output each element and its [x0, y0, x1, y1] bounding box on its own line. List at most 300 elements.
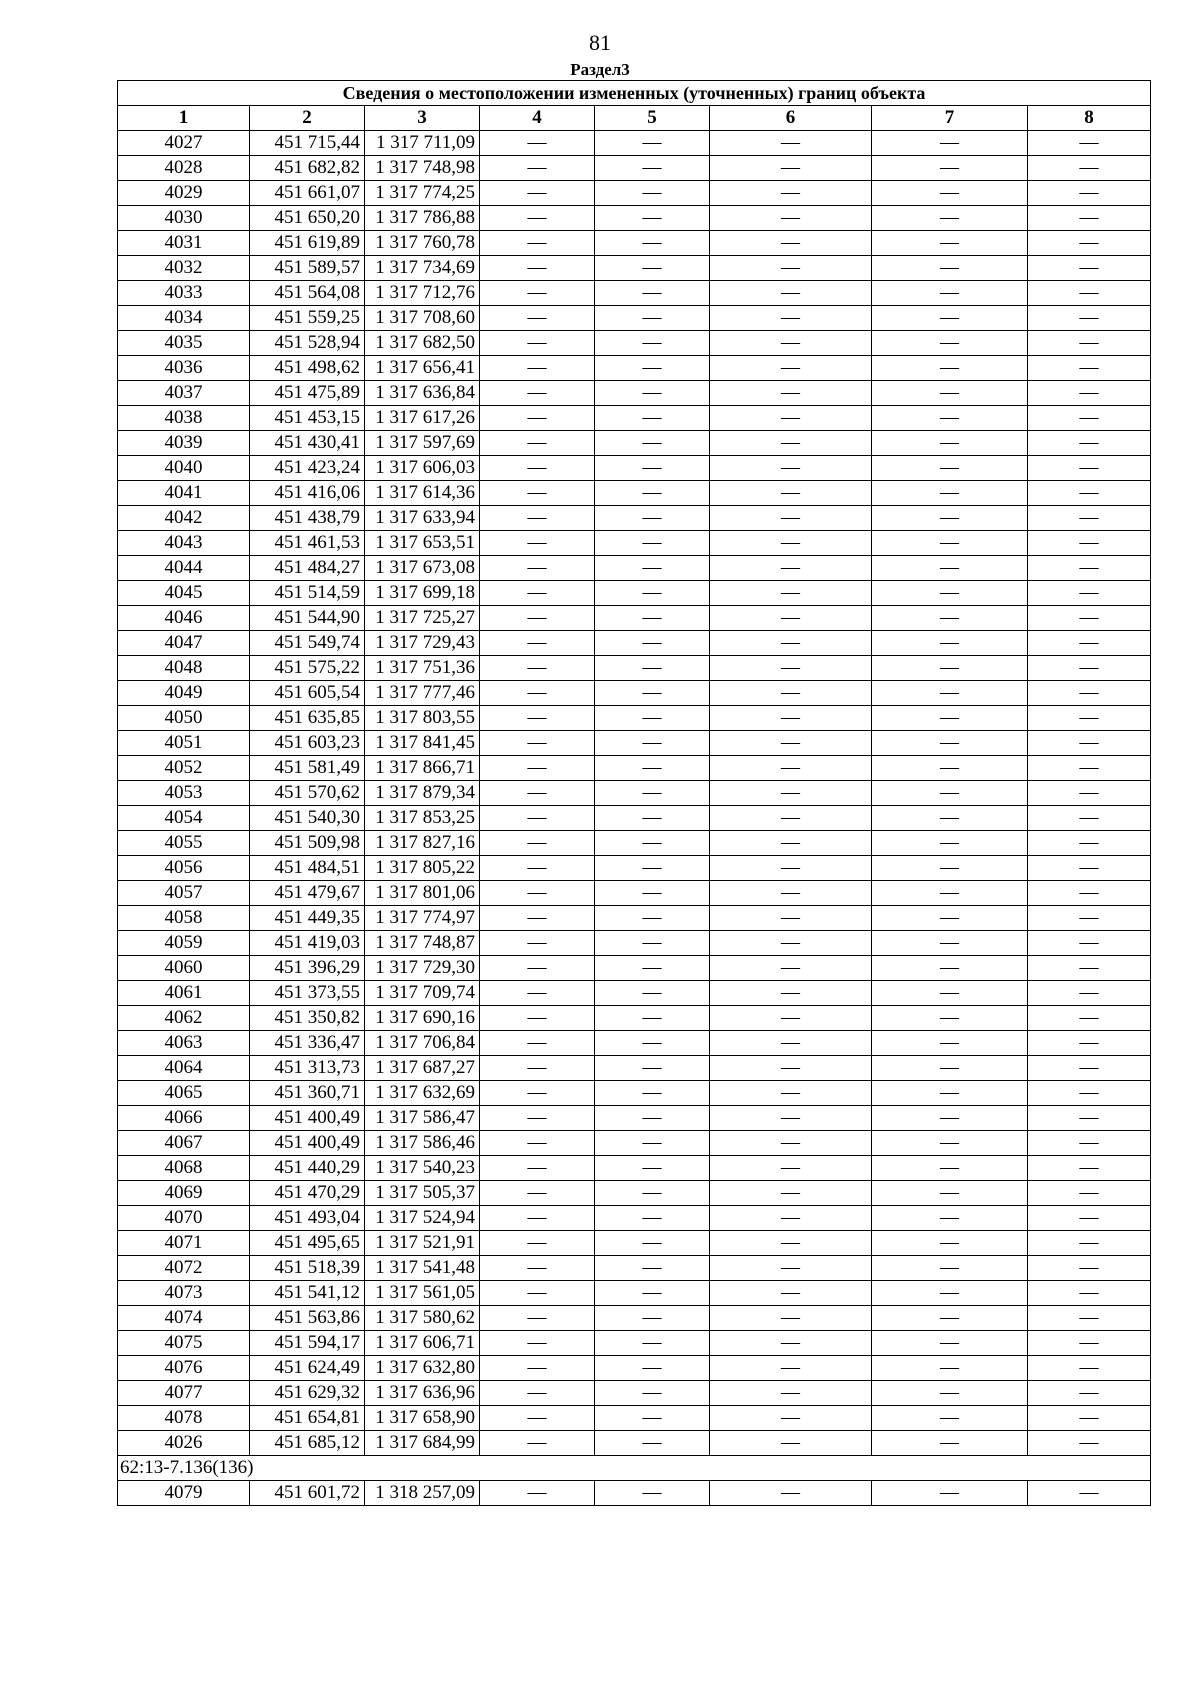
- x-coordinate-cell: 451 654,81: [250, 1406, 365, 1431]
- empty-value-cell: —: [1028, 806, 1151, 831]
- empty-value-cell: —: [480, 406, 595, 431]
- point-number-cell: 4046: [118, 606, 250, 631]
- empty-value-cell: —: [710, 856, 872, 881]
- y-coordinate-cell: 1 317 805,22: [365, 856, 480, 881]
- empty-value-cell: —: [595, 406, 710, 431]
- empty-value-cell: —: [1028, 1206, 1151, 1231]
- x-coordinate-cell: 451 440,29: [250, 1156, 365, 1181]
- empty-value-cell: —: [710, 1406, 872, 1431]
- empty-value-cell: —: [872, 1056, 1028, 1081]
- empty-value-cell: —: [710, 381, 872, 406]
- empty-value-cell: —: [1028, 531, 1151, 556]
- x-coordinate-cell: 451 360,71: [250, 1081, 365, 1106]
- x-coordinate-cell: 451 449,35: [250, 906, 365, 931]
- empty-value-cell: —: [872, 556, 1028, 581]
- column-header: 5: [595, 106, 710, 131]
- empty-value-cell: —: [480, 1106, 595, 1131]
- empty-value-cell: —: [595, 231, 710, 256]
- y-coordinate-cell: 1 317 751,36: [365, 656, 480, 681]
- empty-value-cell: —: [710, 231, 872, 256]
- x-coordinate-cell: 451 589,57: [250, 256, 365, 281]
- empty-value-cell: —: [480, 1231, 595, 1256]
- empty-value-cell: —: [710, 1281, 872, 1306]
- y-coordinate-cell: 1 317 729,43: [365, 631, 480, 656]
- empty-value-cell: —: [595, 1031, 710, 1056]
- point-number-cell: 4034: [118, 306, 250, 331]
- table-row: [118, 1431, 1151, 1456]
- empty-value-cell: —: [1028, 281, 1151, 306]
- x-coordinate-cell: 451 661,07: [250, 181, 365, 206]
- point-number-cell: 4037: [118, 381, 250, 406]
- empty-value-cell: —: [480, 1356, 595, 1381]
- empty-value-cell: —: [1028, 156, 1151, 181]
- point-number-cell: 4054: [118, 806, 250, 831]
- x-coordinate-cell: 451 493,04: [250, 1206, 365, 1231]
- empty-value-cell: —: [872, 306, 1028, 331]
- empty-value-cell: —: [595, 156, 710, 181]
- point-number-cell: 4069: [118, 1181, 250, 1206]
- x-coordinate-cell: 451 605,54: [250, 681, 365, 706]
- empty-value-cell: —: [595, 731, 710, 756]
- empty-value-cell: —: [710, 806, 872, 831]
- empty-value-cell: —: [595, 781, 710, 806]
- x-coordinate-cell: 451 603,23: [250, 731, 365, 756]
- table-row: [118, 806, 1151, 831]
- point-number-cell: 4050: [118, 706, 250, 731]
- empty-value-cell: —: [872, 731, 1028, 756]
- empty-value-cell: —: [710, 1056, 872, 1081]
- empty-value-cell: —: [595, 281, 710, 306]
- empty-value-cell: —: [1028, 1406, 1151, 1431]
- empty-value-cell: —: [710, 1006, 872, 1031]
- x-coordinate-cell: 451 416,06: [250, 481, 365, 506]
- table-row: [118, 631, 1151, 656]
- point-number-cell: 4030: [118, 206, 250, 231]
- point-number-cell: 4076: [118, 1356, 250, 1381]
- x-coordinate-cell: 451 461,53: [250, 531, 365, 556]
- empty-value-cell: —: [595, 906, 710, 931]
- empty-value-cell: —: [710, 631, 872, 656]
- empty-value-cell: —: [710, 1181, 872, 1206]
- point-number-cell: 4070: [118, 1206, 250, 1231]
- empty-value-cell: —: [872, 1281, 1028, 1306]
- empty-value-cell: —: [480, 1081, 595, 1106]
- table-row: [118, 956, 1151, 981]
- empty-value-cell: —: [872, 531, 1028, 556]
- empty-value-cell: —: [872, 181, 1028, 206]
- empty-value-cell: —: [480, 1281, 595, 1306]
- empty-value-cell: —: [480, 1006, 595, 1031]
- y-coordinate-cell: 1 317 586,46: [365, 1131, 480, 1156]
- empty-value-cell: —: [480, 756, 595, 781]
- empty-value-cell: —: [480, 956, 595, 981]
- empty-value-cell: —: [710, 1381, 872, 1406]
- empty-value-cell: —: [872, 431, 1028, 456]
- y-coordinate-cell: 1 317 561,05: [365, 1281, 480, 1306]
- empty-value-cell: —: [872, 781, 1028, 806]
- empty-value-cell: —: [710, 256, 872, 281]
- y-coordinate-cell: 1 317 687,27: [365, 1056, 480, 1081]
- x-coordinate-cell: 451 601,72: [250, 1481, 365, 1506]
- empty-value-cell: —: [480, 1156, 595, 1181]
- y-coordinate-cell: 1 317 699,18: [365, 581, 480, 606]
- empty-value-cell: —: [480, 1031, 595, 1056]
- table-row: [118, 381, 1151, 406]
- empty-value-cell: —: [595, 481, 710, 506]
- empty-value-cell: —: [1028, 856, 1151, 881]
- empty-value-cell: —: [710, 1331, 872, 1356]
- y-coordinate-cell: 1 317 580,62: [365, 1306, 480, 1331]
- y-coordinate-cell: 1 317 632,69: [365, 1081, 480, 1106]
- empty-value-cell: —: [710, 1481, 872, 1506]
- empty-value-cell: —: [595, 1056, 710, 1081]
- empty-value-cell: —: [710, 1031, 872, 1056]
- point-number-cell: 4078: [118, 1406, 250, 1431]
- empty-value-cell: —: [480, 1256, 595, 1281]
- x-coordinate-cell: 451 396,29: [250, 956, 365, 981]
- empty-value-cell: —: [710, 781, 872, 806]
- cadastral-group-label: 62:13-7.136(136): [118, 1456, 1151, 1481]
- empty-value-cell: —: [872, 156, 1028, 181]
- empty-value-cell: —: [710, 406, 872, 431]
- empty-value-cell: —: [480, 731, 595, 756]
- empty-value-cell: —: [1028, 831, 1151, 856]
- point-number-cell: 4075: [118, 1331, 250, 1356]
- y-coordinate-cell: 1 317 712,76: [365, 281, 480, 306]
- empty-value-cell: —: [710, 356, 872, 381]
- x-coordinate-cell: 451 544,90: [250, 606, 365, 631]
- empty-value-cell: —: [480, 506, 595, 531]
- empty-value-cell: —: [710, 1106, 872, 1131]
- empty-value-cell: —: [710, 431, 872, 456]
- empty-value-cell: —: [1028, 356, 1151, 381]
- empty-value-cell: —: [872, 806, 1028, 831]
- empty-value-cell: —: [1028, 631, 1151, 656]
- empty-value-cell: —: [480, 831, 595, 856]
- x-coordinate-cell: 451 528,94: [250, 331, 365, 356]
- empty-value-cell: —: [480, 881, 595, 906]
- empty-value-cell: —: [480, 1406, 595, 1431]
- empty-value-cell: —: [595, 756, 710, 781]
- empty-value-cell: —: [595, 931, 710, 956]
- empty-value-cell: —: [595, 1481, 710, 1506]
- table-row: [118, 1131, 1151, 1156]
- empty-value-cell: —: [480, 1431, 595, 1456]
- empty-value-cell: —: [710, 1206, 872, 1231]
- empty-value-cell: —: [1028, 1256, 1151, 1281]
- table-row: [118, 1031, 1151, 1056]
- empty-value-cell: —: [710, 756, 872, 781]
- x-coordinate-cell: 451 650,20: [250, 206, 365, 231]
- empty-value-cell: —: [872, 931, 1028, 956]
- empty-value-cell: —: [872, 1381, 1028, 1406]
- table-row: [118, 556, 1151, 581]
- empty-value-cell: —: [1028, 1081, 1151, 1106]
- empty-value-cell: —: [710, 181, 872, 206]
- empty-value-cell: —: [595, 606, 710, 631]
- x-coordinate-cell: 451 400,49: [250, 1106, 365, 1131]
- empty-value-cell: —: [710, 1431, 872, 1456]
- y-coordinate-cell: 1 317 709,74: [365, 981, 480, 1006]
- empty-value-cell: —: [872, 656, 1028, 681]
- point-number-cell: 4072: [118, 1256, 250, 1281]
- empty-value-cell: —: [1028, 656, 1151, 681]
- x-coordinate-cell: 451 575,22: [250, 656, 365, 681]
- point-number-cell: 4043: [118, 531, 250, 556]
- column-header: 6: [710, 106, 872, 131]
- x-coordinate-cell: 451 629,32: [250, 1381, 365, 1406]
- y-coordinate-cell: 1 317 684,99: [365, 1431, 480, 1456]
- y-coordinate-cell: 1 317 760,78: [365, 231, 480, 256]
- empty-value-cell: —: [1028, 256, 1151, 281]
- empty-value-cell: —: [1028, 406, 1151, 431]
- empty-value-cell: —: [480, 656, 595, 681]
- empty-value-cell: —: [1028, 906, 1151, 931]
- empty-value-cell: —: [595, 1181, 710, 1206]
- point-number-cell: 4028: [118, 156, 250, 181]
- empty-value-cell: —: [872, 1331, 1028, 1356]
- empty-value-cell: —: [872, 1231, 1028, 1256]
- empty-value-cell: —: [872, 231, 1028, 256]
- empty-value-cell: —: [595, 1131, 710, 1156]
- empty-value-cell: —: [710, 581, 872, 606]
- x-coordinate-cell: 451 540,30: [250, 806, 365, 831]
- x-coordinate-cell: 451 559,25: [250, 306, 365, 331]
- empty-value-cell: —: [872, 881, 1028, 906]
- empty-value-cell: —: [595, 956, 710, 981]
- empty-value-cell: —: [595, 456, 710, 481]
- point-number-cell: 4060: [118, 956, 250, 981]
- column-header: 2: [250, 106, 365, 131]
- y-coordinate-cell: 1 317 748,98: [365, 156, 480, 181]
- y-coordinate-cell: 1 317 606,03: [365, 456, 480, 481]
- table-row: [118, 1006, 1151, 1031]
- y-coordinate-cell: 1 317 540,23: [365, 1156, 480, 1181]
- empty-value-cell: —: [710, 831, 872, 856]
- empty-value-cell: —: [872, 681, 1028, 706]
- empty-value-cell: —: [1028, 956, 1151, 981]
- y-coordinate-cell: 1 317 682,50: [365, 331, 480, 356]
- empty-value-cell: —: [595, 1406, 710, 1431]
- empty-value-cell: —: [872, 581, 1028, 606]
- empty-value-cell: —: [1028, 181, 1151, 206]
- table-row: [118, 1081, 1151, 1106]
- x-coordinate-cell: 451 400,49: [250, 1131, 365, 1156]
- table-row: [118, 731, 1151, 756]
- empty-value-cell: —: [595, 256, 710, 281]
- x-coordinate-cell: 451 475,89: [250, 381, 365, 406]
- empty-value-cell: —: [595, 1381, 710, 1406]
- empty-value-cell: —: [1028, 981, 1151, 1006]
- empty-value-cell: —: [710, 681, 872, 706]
- point-number-cell: 4051: [118, 731, 250, 756]
- empty-value-cell: —: [595, 506, 710, 531]
- table-row: [118, 406, 1151, 431]
- y-coordinate-cell: 1 318 257,09: [365, 1481, 480, 1506]
- point-number-cell: 4067: [118, 1131, 250, 1156]
- empty-value-cell: —: [595, 1331, 710, 1356]
- table-row: [118, 1281, 1151, 1306]
- empty-value-cell: —: [480, 806, 595, 831]
- empty-value-cell: —: [872, 756, 1028, 781]
- empty-value-cell: —: [480, 1381, 595, 1406]
- empty-value-cell: —: [710, 881, 872, 906]
- y-coordinate-cell: 1 317 521,91: [365, 1231, 480, 1256]
- y-coordinate-cell: 1 317 524,94: [365, 1206, 480, 1231]
- table-row: [118, 881, 1151, 906]
- empty-value-cell: —: [480, 1181, 595, 1206]
- empty-value-cell: —: [480, 306, 595, 331]
- empty-value-cell: —: [710, 956, 872, 981]
- group-row: [118, 1456, 1151, 1481]
- empty-value-cell: —: [872, 256, 1028, 281]
- table-row: [118, 756, 1151, 781]
- table-row: [118, 1256, 1151, 1281]
- empty-value-cell: —: [1028, 731, 1151, 756]
- page-number: 81: [589, 30, 611, 55]
- point-number-cell: 4053: [118, 781, 250, 806]
- point-number-cell: 4062: [118, 1006, 250, 1031]
- empty-value-cell: —: [1028, 131, 1151, 156]
- point-number-cell: 4052: [118, 756, 250, 781]
- table-row: [118, 506, 1151, 531]
- y-coordinate-cell: 1 317 801,06: [365, 881, 480, 906]
- table-row: [118, 581, 1151, 606]
- empty-value-cell: —: [480, 181, 595, 206]
- empty-value-cell: —: [872, 456, 1028, 481]
- y-coordinate-cell: 1 317 711,09: [365, 131, 480, 156]
- point-number-cell: 4061: [118, 981, 250, 1006]
- empty-value-cell: —: [595, 856, 710, 881]
- table-row: [118, 1106, 1151, 1131]
- x-coordinate-cell: 451 514,59: [250, 581, 365, 606]
- point-number-cell: 4033: [118, 281, 250, 306]
- table-row: [118, 281, 1151, 306]
- y-coordinate-cell: 1 317 777,46: [365, 681, 480, 706]
- empty-value-cell: —: [480, 906, 595, 931]
- y-coordinate-cell: 1 317 879,34: [365, 781, 480, 806]
- empty-value-cell: —: [480, 1306, 595, 1331]
- point-number-cell: 4056: [118, 856, 250, 881]
- empty-value-cell: —: [480, 256, 595, 281]
- empty-value-cell: —: [595, 581, 710, 606]
- point-number-cell: 4071: [118, 1231, 250, 1256]
- table-row: [118, 1481, 1151, 1506]
- empty-value-cell: —: [595, 1256, 710, 1281]
- empty-value-cell: —: [480, 156, 595, 181]
- y-coordinate-cell: 1 317 632,80: [365, 1356, 480, 1381]
- empty-value-cell: —: [480, 131, 595, 156]
- table-row: [118, 931, 1151, 956]
- empty-value-cell: —: [1028, 1156, 1151, 1181]
- y-coordinate-cell: 1 317 656,41: [365, 356, 480, 381]
- empty-value-cell: —: [872, 1106, 1028, 1131]
- point-number-cell: 4068: [118, 1156, 250, 1181]
- table-row: [118, 481, 1151, 506]
- table-row: [118, 856, 1151, 881]
- table-row: [118, 181, 1151, 206]
- table-row: [118, 1356, 1151, 1381]
- x-coordinate-cell: 451 624,49: [250, 1356, 365, 1381]
- x-coordinate-cell: 451 350,82: [250, 1006, 365, 1031]
- empty-value-cell: —: [1028, 1031, 1151, 1056]
- empty-value-cell: —: [1028, 706, 1151, 731]
- empty-value-cell: —: [595, 1356, 710, 1381]
- empty-value-cell: —: [595, 306, 710, 331]
- empty-value-cell: —: [1028, 581, 1151, 606]
- empty-value-cell: —: [595, 881, 710, 906]
- empty-value-cell: —: [710, 656, 872, 681]
- empty-value-cell: —: [872, 981, 1028, 1006]
- x-coordinate-cell: 451 419,03: [250, 931, 365, 956]
- empty-value-cell: —: [595, 206, 710, 231]
- empty-value-cell: —: [710, 306, 872, 331]
- table-row: [118, 681, 1151, 706]
- x-coordinate-cell: 451 495,65: [250, 1231, 365, 1256]
- boundary-coordinates-table: [117, 80, 1151, 1506]
- empty-value-cell: —: [872, 481, 1028, 506]
- empty-value-cell: —: [872, 706, 1028, 731]
- empty-value-cell: —: [480, 1206, 595, 1231]
- empty-value-cell: —: [595, 1106, 710, 1131]
- empty-value-cell: —: [595, 1281, 710, 1306]
- empty-value-cell: —: [710, 206, 872, 231]
- point-number-cell: 4079: [118, 1481, 250, 1506]
- empty-value-cell: —: [710, 731, 872, 756]
- empty-value-cell: —: [595, 331, 710, 356]
- empty-value-cell: —: [480, 856, 595, 881]
- x-coordinate-cell: 451 635,85: [250, 706, 365, 731]
- x-coordinate-cell: 451 570,62: [250, 781, 365, 806]
- empty-value-cell: —: [710, 1081, 872, 1106]
- empty-value-cell: —: [1028, 1106, 1151, 1131]
- empty-value-cell: —: [595, 681, 710, 706]
- empty-value-cell: —: [1028, 1481, 1151, 1506]
- point-number-cell: 4063: [118, 1031, 250, 1056]
- point-number-cell: 4048: [118, 656, 250, 681]
- table-row: [118, 656, 1151, 681]
- empty-value-cell: —: [872, 606, 1028, 631]
- y-coordinate-cell: 1 317 748,87: [365, 931, 480, 956]
- y-coordinate-cell: 1 317 617,26: [365, 406, 480, 431]
- empty-value-cell: —: [710, 1256, 872, 1281]
- point-number-cell: 4064: [118, 1056, 250, 1081]
- empty-value-cell: —: [480, 631, 595, 656]
- y-coordinate-cell: 1 317 541,48: [365, 1256, 480, 1281]
- column-header: 4: [480, 106, 595, 131]
- empty-value-cell: —: [595, 356, 710, 381]
- y-coordinate-cell: 1 317 586,47: [365, 1106, 480, 1131]
- empty-value-cell: —: [1028, 1431, 1151, 1456]
- point-number-cell: 4077: [118, 1381, 250, 1406]
- x-coordinate-cell: 451 685,12: [250, 1431, 365, 1456]
- empty-value-cell: —: [710, 906, 872, 931]
- empty-value-cell: —: [480, 381, 595, 406]
- section-label: Раздел3: [570, 60, 630, 79]
- empty-value-cell: —: [872, 406, 1028, 431]
- empty-value-cell: —: [872, 1181, 1028, 1206]
- y-coordinate-cell: 1 317 774,97: [365, 906, 480, 931]
- x-coordinate-cell: 451 549,74: [250, 631, 365, 656]
- empty-value-cell: —: [710, 1131, 872, 1156]
- point-number-cell: 4049: [118, 681, 250, 706]
- column-header: 8: [1028, 106, 1151, 131]
- empty-value-cell: —: [1028, 1381, 1151, 1406]
- y-coordinate-cell: 1 317 636,96: [365, 1381, 480, 1406]
- empty-value-cell: —: [710, 1231, 872, 1256]
- column-header: 1: [118, 106, 250, 131]
- point-number-cell: 4055: [118, 831, 250, 856]
